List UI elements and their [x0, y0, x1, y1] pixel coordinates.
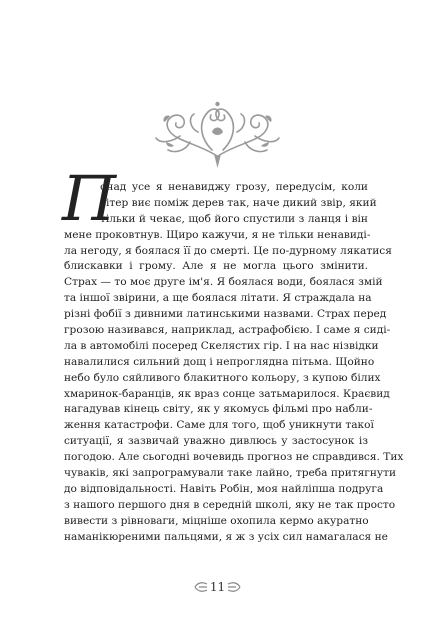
text-line: наманікюреними пальцями, я ж з усіх сил намагалася не — [64, 530, 388, 543]
text-line: вивести з рівноваги, міцніше охопила кермо акуратно — [64, 514, 369, 527]
text-line: хмаринок-баранців, як враз сонце затьмарилося. Краєвид — [64, 387, 390, 400]
page-footer — [0, 577, 435, 597]
text-line: ження катастрофи. Саме для того, щоб уникнути такої — [64, 419, 374, 432]
text-line: тільки й чекає, щоб його спустили з ланця і він — [100, 212, 368, 225]
text-line: онад усе я ненавиджу грозу, передусім, коли — [100, 181, 368, 193]
text-line: ла негоду, я боялася її до смерті. Це по-дурному лякатися — [64, 244, 392, 257]
text-line: та іншої звірини, а ще боялася літати. Я страждала на — [64, 292, 372, 305]
text-line: нагадував кінець світу, як у якомусь фільмі про набли- — [64, 403, 373, 416]
text-line: до відповідальності. Навіть Робін, моя найліпша подруга — [64, 482, 384, 495]
floral-ornament-icon — [150, 92, 285, 170]
text-line: ла в автомобілі посеред Скелястих гір. І на нас нізвідки — [64, 339, 379, 352]
text-line: небо було сяйливого блакитного кольору, з купою білих — [64, 371, 381, 384]
text-line: Страх — то моє друге ім'я. Я боялася води, боялася змій — [64, 276, 383, 289]
text-line: грозою називався, наприклад, астрафобією. І саме я сиді- — [64, 324, 391, 337]
text-line: різні фобії з дивними латинськими назвами. Страх перед — [64, 308, 387, 321]
page-number: 11 — [209, 580, 226, 594]
text-line: погодою. Але сьогодні вочевидь прогноз не справдився. Тих — [64, 451, 404, 464]
text-line: блискавки і грому. Але я не могла цього змінити. — [64, 260, 368, 273]
page-number-ornament-right-icon — [226, 581, 242, 593]
chapter-body-text — [64, 180, 404, 545]
text-line: навалилися сильний дощ і непроглядна пітьма. Щойно — [64, 355, 375, 368]
text-line: ситуації, я зазвичай уважно дивлюсь у застосунок із — [64, 435, 368, 448]
drop-cap-letter: П — [62, 162, 117, 235]
text-line: чуваків, які запрограмували таке лайно, треба притягнути — [64, 467, 397, 480]
text-line: з нашого першого дня в середній школі, яку не так просто — [64, 498, 396, 511]
text-line: мене проковтнув. Щиро кажучи, я не тільки ненавиді- — [64, 228, 371, 241]
text-line: вітер виє поміж дерев так, наче дикий звір, який — [100, 196, 377, 209]
